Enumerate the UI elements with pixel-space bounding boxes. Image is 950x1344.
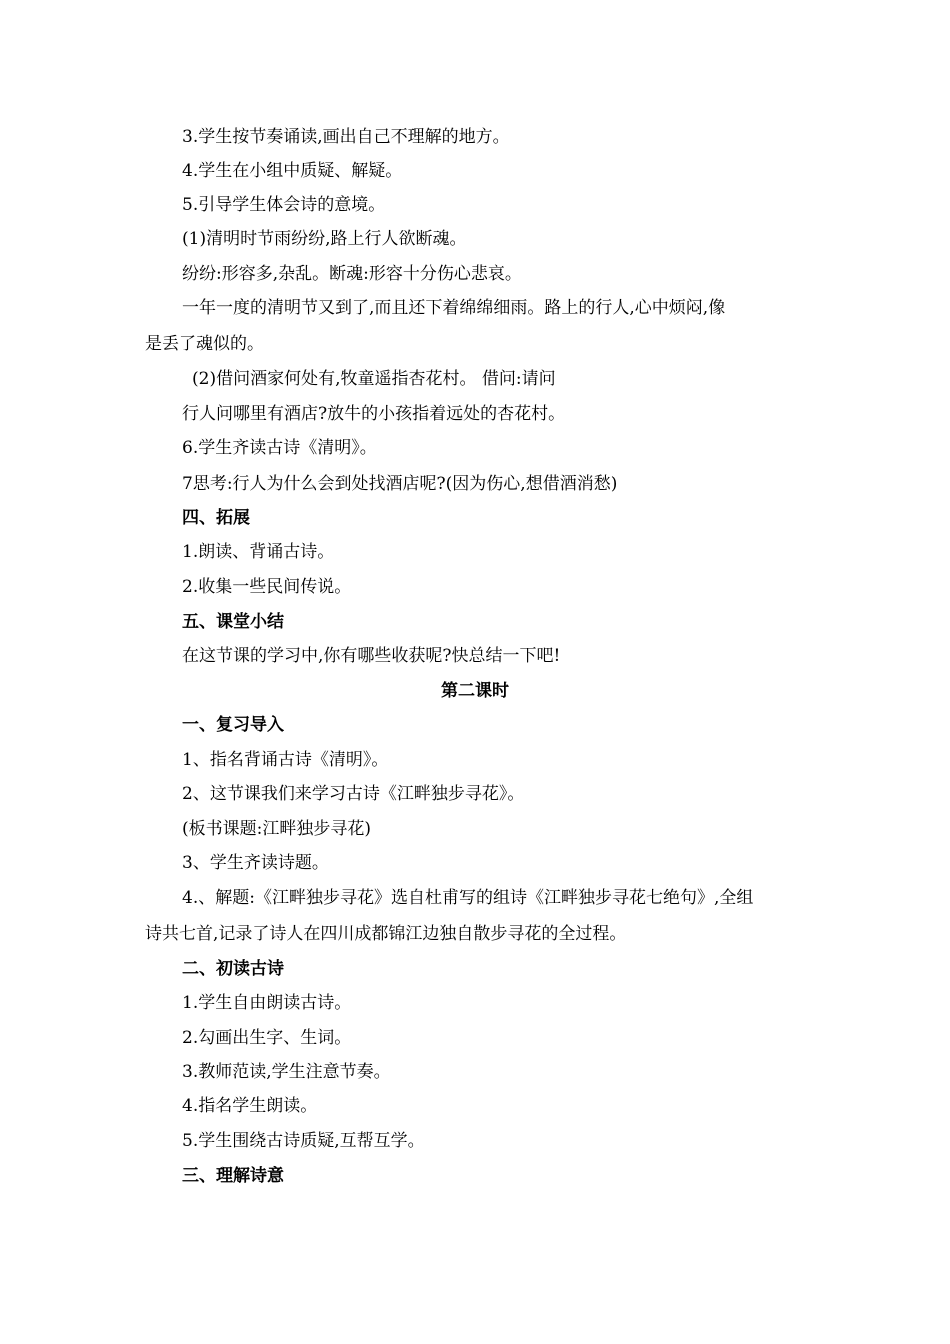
poem-line-1: (1)清明时节雨纷纷,路上行人欲断魂。 — [182, 229, 467, 249]
interpretation-1-line-2: 是丢了魂似的。 — [145, 334, 264, 354]
section-heading-summary: 五、课堂小结 — [182, 612, 284, 632]
word-notes-1: 纷纷:形容多,杂乱。断魂:形容十分伤心悲哀。 — [182, 264, 522, 284]
summary-text: 在这节课的学习中,你有哪些收获呢?快总结一下吧! — [182, 646, 561, 666]
title-explanation-line-2: 诗共七首,记录了诗人在四川成都锦江边独自散步寻花的全过程。 — [145, 924, 627, 944]
review-item-1: 1、指名背诵古诗《清明》。 — [182, 750, 389, 770]
poem-line-2: (2)借问酒家何处有,牧童遥指杏花村。 借问:请问 — [192, 369, 556, 389]
reading-item-1: 1.学生自由朗读古诗。 — [182, 993, 352, 1013]
section-heading-extension: 四、拓展 — [182, 508, 250, 528]
step-6: 6.学生齐读古诗《清明》。 — [182, 438, 377, 458]
step-3: 3.学生按节奏诵读,画出自己不理解的地方。 — [182, 127, 510, 147]
section-heading-review: 一、复习导入 — [182, 715, 284, 735]
blackboard-title: (板书课题:江畔独步寻花) — [182, 819, 371, 839]
reading-item-4: 4.指名学生朗读。 — [182, 1096, 318, 1116]
extension-item-2: 2.收集一些民间传说。 — [182, 577, 352, 597]
reading-item-3: 3.教师范读,学生注意节奏。 — [182, 1062, 391, 1082]
section-heading-first-reading: 二、初读古诗 — [182, 959, 284, 979]
interpretation-2: 行人问哪里有酒店?放牛的小孩指着远处的杏花村。 — [182, 404, 566, 424]
step-5: 5.引导学生体会诗的意境。 — [182, 195, 386, 215]
title-explanation-line-1: 4.、解题:《江畔独步寻花》选自杜甫写的组诗《江畔独步寻花七绝句》,全组 — [182, 888, 754, 908]
reading-item-2: 2.勾画出生字、生词。 — [182, 1028, 352, 1048]
review-item-2: 2、这节课我们来学习古诗《江畔独步寻花》。 — [182, 784, 525, 804]
lesson-two-title: 第二课时 — [441, 681, 509, 701]
section-heading-understanding: 三、理解诗意 — [182, 1166, 284, 1186]
review-item-3: 3、学生齐读诗题。 — [182, 853, 329, 873]
extension-item-1: 1.朗读、背诵古诗。 — [182, 542, 335, 562]
step-7: 7思考:行人为什么会到处找酒店呢?(因为伤心,想借酒消愁) — [182, 474, 618, 494]
step-4: 4.学生在小组中质疑、解疑。 — [182, 161, 403, 181]
interpretation-1-line-1: 一年一度的清明节又到了,而且还下着绵绵细雨。路上的行人,心中烦闷,像 — [182, 298, 726, 318]
reading-item-5: 5.学生围绕古诗质疑,互帮互学。 — [182, 1131, 425, 1151]
